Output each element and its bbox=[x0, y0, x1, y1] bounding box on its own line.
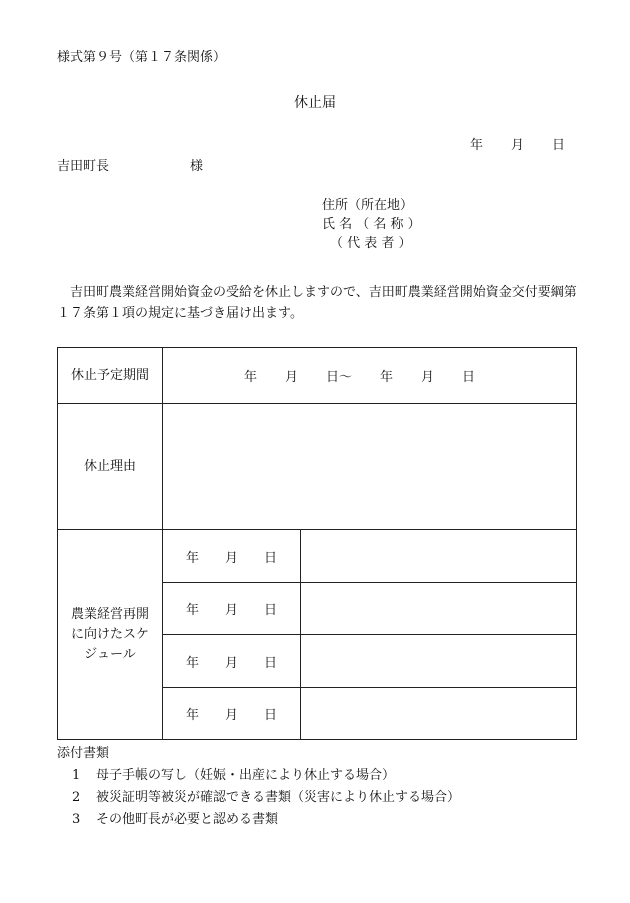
applicant-address-label: 住所（所在地） bbox=[322, 198, 414, 213]
schedule-date[interactable]: 年 月 日 bbox=[163, 635, 301, 688]
schedule-date[interactable]: 年 月 日 bbox=[163, 688, 301, 740]
document-title: 休止届 bbox=[294, 95, 336, 111]
period-label: 休止予定期間 bbox=[58, 348, 163, 404]
attachments-list bbox=[72, 765, 460, 831]
addressee: 吉田町長 bbox=[57, 159, 110, 174]
attachment-item: 2 被災証明等被災が確認できる書類（災害により休止する場合） bbox=[72, 790, 461, 805]
applicant-representative-label: （ 代 表 者 ） bbox=[330, 236, 412, 251]
schedule-detail[interactable] bbox=[301, 583, 577, 635]
date-day: 日 bbox=[552, 138, 566, 153]
submission-date bbox=[470, 134, 565, 153]
schedule-date[interactable]: 年 月 日 bbox=[163, 583, 301, 635]
attachment-item: 1 母子手帳の写し（妊娠・出産により休止する場合） bbox=[72, 768, 396, 783]
schedule-date[interactable]: 年 月 日 bbox=[163, 530, 301, 583]
attachments-title: 添付書類 bbox=[57, 746, 110, 761]
applicant-name-label: 氏 名 （ 名 称 ） bbox=[322, 217, 421, 232]
schedule-detail[interactable] bbox=[301, 688, 577, 740]
schedule-detail[interactable] bbox=[301, 530, 577, 583]
body-text: 吉田町農業経営開始資金の受給を休止しますので、吉田町農業経営開始資金交付要綱第１７条第１項の規定に基づき届け出ます。 bbox=[57, 285, 577, 321]
schedule-detail[interactable] bbox=[301, 635, 577, 688]
date-year: 年 bbox=[470, 138, 484, 153]
form-number: 様式第９号（第１７条関係） bbox=[57, 50, 227, 65]
period-field[interactable]: 年 月 日～ 年 月 日 bbox=[163, 348, 577, 404]
suspension-form-table bbox=[57, 347, 577, 740]
schedule-label: 農業経営再開に向けたスケジュール bbox=[58, 530, 163, 740]
applicant-block bbox=[322, 196, 421, 253]
reason-label: 休止理由 bbox=[58, 404, 163, 530]
attachment-item: 3 その他町長が必要と認める書類 bbox=[72, 812, 279, 827]
reason-field[interactable] bbox=[163, 404, 577, 530]
date-month: 月 bbox=[511, 138, 525, 153]
addressee-honorific: 様 bbox=[190, 159, 204, 174]
